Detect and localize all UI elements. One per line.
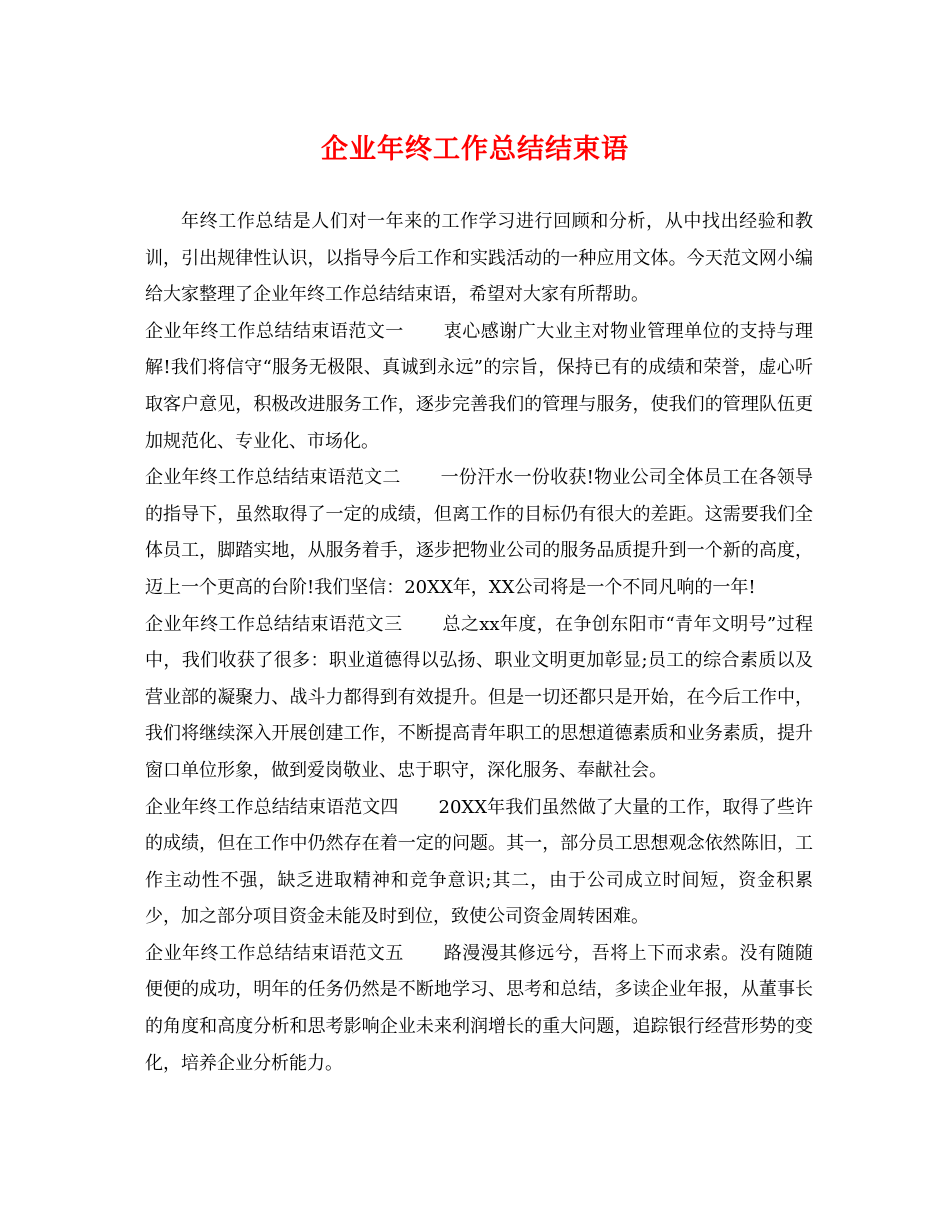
section-heading-2: 企业年终工作总结结束语范文二 <box>145 467 401 489</box>
section-text-3: 总之xx年度，在争创东阳市“青年文明号”过程中，我们收获了很多：职业道德得以弘扬、职业文明更加彰显;员工的综合素质以及营业部的凝聚力、战斗力都得到有效提升。但是一切还都只是开始，在今后工作中，我们将继续深入开展创建工作，不断提高青年职工的思想道德素质和业务素质，提升窗口单位形象，做到爱岗敬业、忠于职守，深化服务、奉献社会。 <box>145 613 813 781</box>
section-heading-1: 企业年终工作总结结束语范文一 <box>145 320 404 342</box>
section-text-4: 20XX年我们虽然做了大量的工作，取得了些许的成绩，但在工作中仍然存在着一定的问题。其一，部分员工思想观念依然陈旧，工作主动性不强，缺乏进取精神和竞争意识;其二，由于公司成立时间短，资金积累少，加之部分项目资金未能及时到位，致使公司资金周转困难。 <box>145 796 813 928</box>
section-paragraph-4 <box>145 790 813 936</box>
section-text-2: 一份汗水一份收获!物业公司全体员工在各领导的指导下，虽然取得了一定的成绩，但离工作的目标仍有很大的差距。这需要我们全体员工，脚踏实地，从服务着手，逐步把物业公司的服务品质提升到一个新的高度，迈上一个更高的台阶!我们坚信：20XX年，XX公司将是一个不同凡响的一年! <box>145 467 813 598</box>
section-heading-4: 企业年终工作总结结束语范文四 <box>145 796 399 818</box>
section-paragraph-3 <box>145 607 813 790</box>
section-heading-3: 企业年终工作总结结束语范文三 <box>145 613 403 635</box>
section-text-1: 衷心感谢广大业主对物业管理单位的支持与理解!我们将信守“服务无极限、真诚到永远”的宗旨，保持已有的成绩和荣誉，虚心听取客户意见，积极改进服务工作，逐步完善我们的管理与服务，使我们的管理队伍更加规范化、专业化、市场化。 <box>145 320 814 452</box>
section-text-5: 路漫漫其修远兮，吾将上下而求索。没有随随便便的成功，明年的任务仍然是不断地学习、思考和总结，多读企业年报，从董事长的角度和高度分析和思考影响企业未来利润增长的重大问题，追踪银行经营形势的变化，培养企业分析能力。 <box>145 942 814 1074</box>
section-paragraph-2 <box>145 460 813 606</box>
section-paragraph-5 <box>145 936 813 1082</box>
section-heading-5: 企业年终工作总结结束语范文五 <box>145 942 404 964</box>
section-paragraph-1 <box>145 314 813 460</box>
document-body <box>145 204 813 1082</box>
document-title: 企业年终工作总结结束语 <box>321 134 629 165</box>
intro-paragraph: 年终工作总结是人们对一年来的工作学习进行回顾和分析，从中找出经验和教训，引出规律性认识，以指导今后工作和实践活动的一种应用文体。今天范文网小编给大家整理了企业年终工作总结结束语，希望对大家有所帮助。 <box>145 211 813 306</box>
